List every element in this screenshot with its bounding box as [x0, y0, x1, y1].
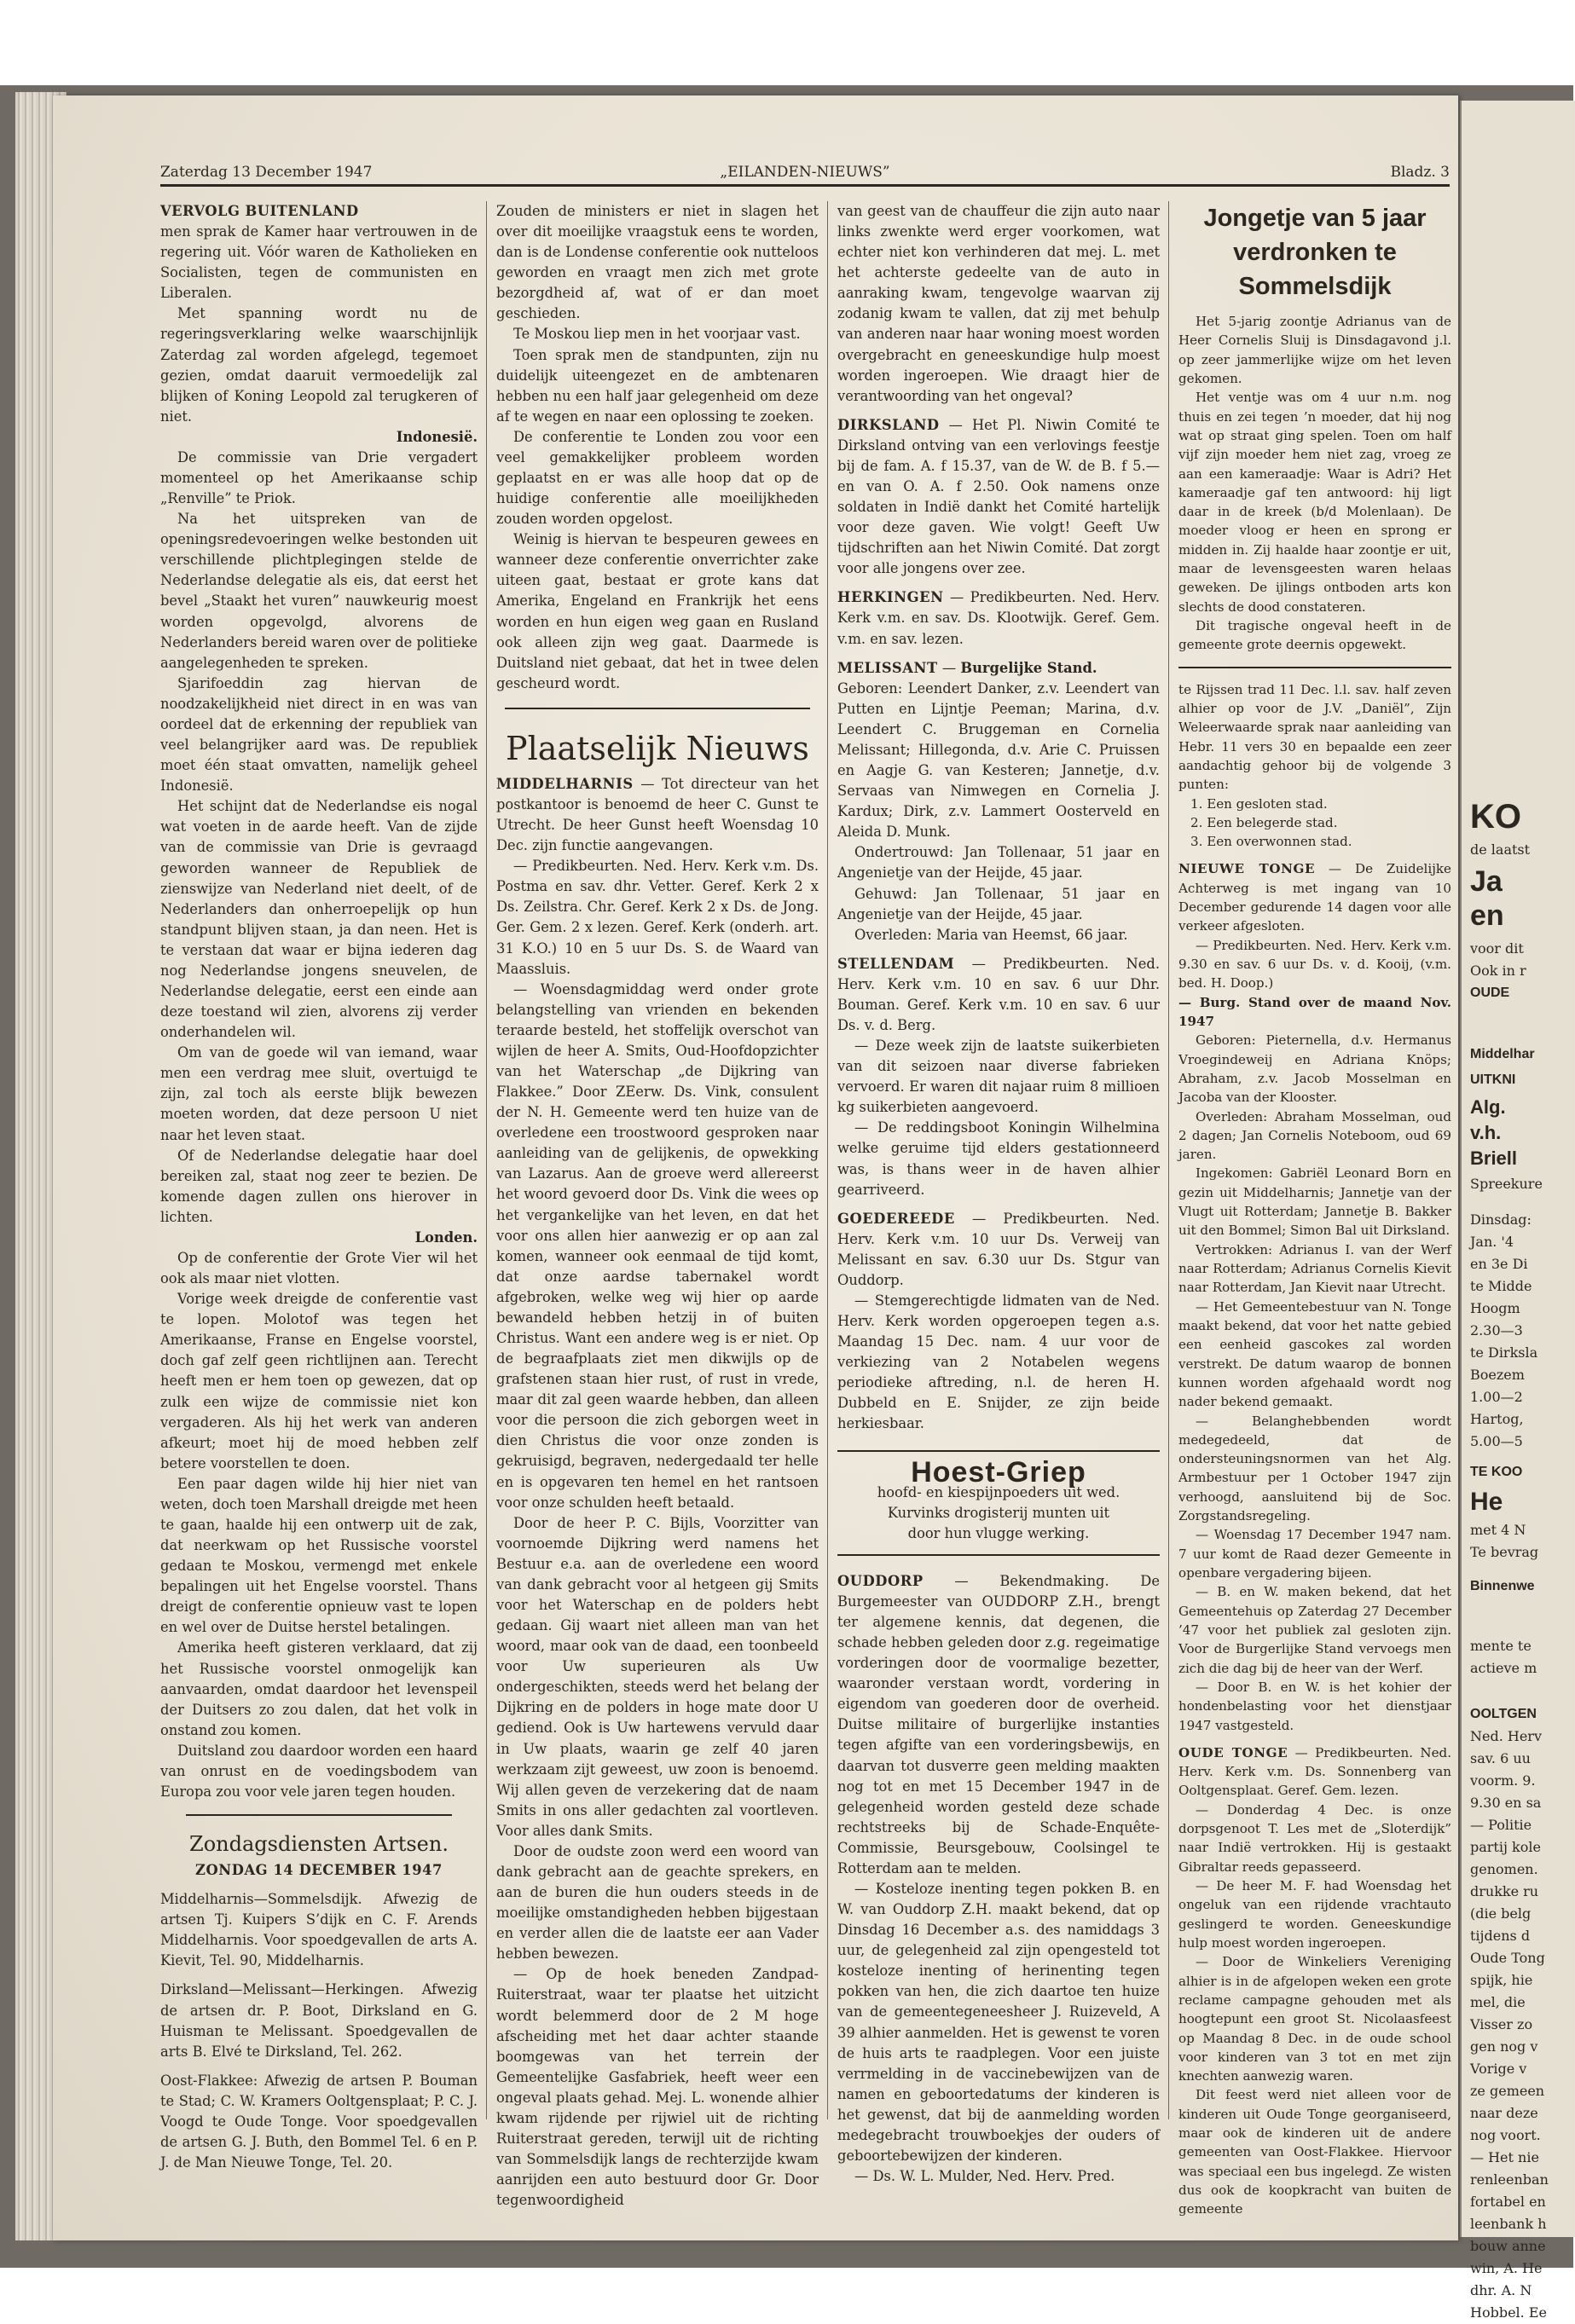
paragraph: Predikbeurten. Ned. Herv. Kerk v.m. Ds. Sonnenberg van Ooltgensplaat. Geref. Gem. lezen.	[1178, 1744, 1451, 1799]
fragment-text: te Midde	[1470, 1278, 1532, 1294]
fragment-text: — Politie	[1470, 1817, 1532, 1833]
fragment-text: met 4 N	[1470, 1522, 1526, 1538]
paragraph: De Zuidelijke Achterweg is met ingang van 10 December gedurende 14 dagen voor alle verkeer afgesloten.	[1178, 861, 1451, 934]
fragment-text: renleenban	[1470, 2171, 1549, 2188]
paragraph: De commissie van Drie vergadert momenteel op het Amerikaanse schip „Renville” te Priok.	[160, 448, 478, 507]
paragraph: — Deze week zijn de laatste suikerbieten van dit seizoen naar diverse fabrieken vervoerd. Er waren dit najaar ruim 8 millioen kg suikerbieten aangevoerd.	[837, 1038, 1160, 1116]
fragment-text: dhr. A. N	[1470, 2282, 1532, 2298]
fragment-text: v.h.	[1470, 1122, 1502, 1143]
place-heading: MELISSANT	[837, 659, 938, 676]
fragment-text: voorm. 9.	[1470, 1772, 1536, 1789]
paragraph: te Rijssen trad 11 Dec. l.l. sav. half zeven alhier op voor de J.V. „Daniël”, Zijn Weleerwaarde sprak naar aanleiding van Hebr. 11 vers 30 en bepaalde een zeer aandachtig gehoor bij de volgende 3 punten:	[1178, 681, 1451, 793]
paragraph: — Belanghebbenden wordt medegedeeld, dat de ondersteuningsnormen van het Alg. Armbestuur per 1 October 1947 zijn verhoogd, aansluitend bij de Soc. Zorgstandsregeling.	[1178, 1413, 1451, 1524]
paragraph: Vertrokken: Adrianus I. van der Werf naar Rotterdam; Adrianus Cornelis Kievit naar Rotterdam, Jan Kievit naar Utrecht.	[1178, 1241, 1451, 1296]
paragraph: Predikbeurten. Ned. Herv. Kerk v.m. 10 en sav. 6 uur Dhr. Bouman. Geref. Kerk v.m. 10 en sav. 6 uur Ds. v. d. Berg.	[837, 955, 1160, 1033]
paragraph: Dit feest werd niet alleen voor de kinderen uit Oude Tonge georganiseerd, maar ook de kinderen uit de andere gemeenten van Oost-Flakkee. Hiervoor was speciaal een bus ingelegd. Ze wisten dus ook de koopkracht van buiten de gemeente	[1178, 2087, 1451, 2217]
paragraph: Geboren: Leendert Danker, z.v. Leendert van Putten en Lijntje Peeman; Marina, d.v. Leendert C. Bruggeman en Cornelia Melissant; Hillegonda, d.v. Arie C. Pruissen en Aagje G. van Kesteren; Jannetje, d.v. Servaas van Nimwegen en Cornelia J. Kardux; Dirk, z.v. Lammert Oosterveld en Aleida D. Munk.	[837, 679, 1160, 841]
place-heading: MIDDELHARNIS	[496, 775, 634, 792]
paragraph: Toen sprak men de standpunten, zijn nu duidelijk uiteengezet en de ambtenaren hebben nu een half jaar gelegenheid om deze af te wegen en naar een oplossing te zoeken.	[496, 346, 819, 425]
paragraph: Predikbeurten. Ned. Herv. Kerk v.m. en sav. Ds. Klootwijk. Geref. Gem. v.m. en sav. lezen.	[837, 589, 1160, 647]
fragment-text: Hartog,	[1470, 1411, 1524, 1427]
fragment-text: OOLTGEN	[1470, 1707, 1537, 1721]
fragment-text: Jan. '4	[1470, 1234, 1514, 1250]
paragraph: Dirksland—Melissant—Herkingen. Afwezig de artsen dr. P. Boot, Dirksland en G. Huisman te Melissant. Spoedgevallen de arts B. Elvé te Dirksland, Tel. 262.	[160, 1981, 478, 2060]
fragment-text: sav. 6 uu	[1470, 1750, 1531, 1766]
fragment-text: Ned. Herv	[1470, 1728, 1542, 1744]
paragraph: De conferentie te Londen zou voor een veel gemakkelijker probleem worden geplaatst en er was alle hoop dat op de huidige conferentie alle moeilijkheden zouden worden opgelost.	[496, 428, 819, 528]
list-item: 2. Een belegerde stad.	[1190, 814, 1338, 830]
fragment-text: win, A. He	[1470, 2260, 1543, 2276]
paragraph: Weinig is hiervan te bespeuren gewees en wanneer deze conferentie onverrichter zake uiteen gaat, bestaat er grote kans dat Amerika, Engeland en Frankrijk het eens worden en hun eigen weg gaan en Rusland ook alleen zijn weg gaat. Daarmede is Duitsland niet gebaat, dat het in twee delen gescheurd wordt.	[496, 531, 819, 691]
header-paper-name: „EILANDEN-NIEUWS”	[720, 164, 890, 181]
place-heading: OUDE TONGE	[1178, 1744, 1288, 1760]
sub-heading: Indonesië.	[396, 428, 478, 445]
paragraph: — Het Gemeentebestuur van N. Tonge maakt bekend, dat voor het natte gebied een eenheid gascokes zal worden verstrekt. De datum waarop de bonnen kunnen worden afgehaald wordt nog nader bekend gemaakt.	[1178, 1298, 1451, 1410]
paragraph: — De reddingsboot Koningin Wilhelmina welke geruime tijd elders gestationneerd was, is thans weer in de haven alhier gearriveerd.	[837, 1119, 1160, 1198]
paragraph: — Woensdag 17 December 1947 nam. 7 uur komt de Raad dezer Gemeente in openbare vergadering bijeen.	[1178, 1527, 1451, 1581]
artsen-date: ZONDAG 14 DECEMBER 1947	[194, 1862, 443, 1879]
advertisement-hoest-griep	[837, 1450, 1160, 1556]
fragment-text: — Het nie	[1470, 2149, 1539, 2165]
paragraph: Door de heer P. C. Bijls, Voorzitter van voornoemde Dijkring werd namens het Bestuur e.a. aan de overledene een woord van dank gebracht voor al hetgeen gij Smits voor het Waterschap en de polders hebt gedaan. Gij waart niet alleen man van het woord, maar ook van de daad, een toonbeeld voor Uw superieuren als Uw ondergeschikten, steeds werd het belang der Dijkring en de polders in hoge mate door U gediend. Ook is Uw hartewens vervuld daar in Uw plaats, waarin ge zelf 40 jaren werkzaam zijt geweest, uw zoon is benoemd. Wij allen geven de verzekering dat de naam Smits in ons aller gedachten zal voortleven. Voor alles dank Smits.	[496, 1514, 819, 1839]
fragment-text: Hobbel. Ee	[1470, 2304, 1547, 2321]
advertisement-title: Hoest-Griep	[911, 1455, 1086, 1489]
paragraph: Oost-Flakkee: Afwezig de artsen P. Bouman te Stad; C. W. Kramers Ooltgensplaat; P. C. J. Voogd te Oude Tonge. Voor spoedgevallen de artsen G. J. Buth, den Bommel Tel. 6 en P. J. de Man Nieuwe Tonge, Tel. 20.	[160, 2072, 478, 2171]
paragraph: — Kosteloze inenting tegen pokken B. en W. van Ouddorp Z.H. maakt bekend, dat op Dinsdag 16 December a.s. des namiddags 3 uur, de gelegenheid zal zijn opengesteld tot kosteloze inenting of herinenting tegen pokken van hen, die zich daartoe ten huize van de gemeentegeneesheer J. Ruizeveld, A 39 alhier aanmelden. Het is gewenst te voren de huis arts te raadplegen. Voor een juiste verrmelding in de vaccinebewijzen van de namen en geboortedatums der kinderen is het gewenst, dat bij de aanmelding worden medegebracht trouwboekjes der ouders of geboortebewijzen der kinderen.	[837, 1881, 1160, 2165]
paragraph: Door de oudste zoon werd een woord van dank gebracht aan de geachte sprekers, en aan de buren die hun ouders steeds in de moeilijke omstandigheden hebben bijgestaan en verder allen die de laatste eer aan Vader hebben bewezen.	[496, 1842, 819, 1963]
fragment-text: drukke ru	[1470, 1883, 1539, 1899]
divider	[1178, 667, 1451, 668]
column-3: van geest van de chauffeur die zijn auto naar links zwenkte werd erger voorkomen, wat echter niet kon verhinderen dat mej. L. met het achterste gedeelte van de auto in aanraking kwam, tengevolge waarvan zij zodanig kwam te vallen, dat zij met behulp van anderen naar haar woning moest worden overgebracht en geneeskundige hulp moest worden ingeroepen. Wie draagt hier de verantwoording van het ongeval? DIRKSLAND — Het Pl. Niwin Comité te Dirksland ontving van een verlovings feestje bij de fam. A. f 15.37, van de W. de B. f 5.— en van O. A. f 2.50. Ook namens onze soldaten in Indië dankt het Comité hartelijk voor deze gaven. Wie volgt! Geeft Uw tijdschriften aan het Niwin Comité. Dat zorgt voor alle jongens over zee. HERKINGEN — Predikbeurten. Ned. Herv. Kerk v.m. en sav. Ds. Klootwijk. Geref. Gem. v.m. en sav. lezen. MELISSANT — Burgelijke Stand. Geboren: Leendert Danker, z.v. Leendert van Putten en Lijntje Peeman; Marina, d.v. Leendert C. Bruggeman en Cornelia Melissant; Hillegonda, d.v. Arie C. Pruissen en Aagje G. van Kesteren; Jannetje, d.v. Servaas van Nimwegen en Cornelia J. Kardux; Dirk, z.v. Lammert Oosterveld en Aleida D. Munk. Ondertrouwd: Jan Tollenaar, 51 jaar en Angenietje van der Heijde, 45 jaar. Gehuwd: Jan Tollenaar, 51 jaar en Angenietje van der Heijde, 45 jaar. Overleden: Maria van Heemst, 66 jaar. STELLENDAM — Predikbeurten. Ned. Herv. Kerk v.m. 10 en sav. 6 uur Dhr. Bouman. Geref. Kerk v.m. 10 en sav. 6 uur Ds. v. d. Berg. — Deze week zijn de laatste suikerbieten van dit seizoen naar diverse fabrieken vervoerd. Er waren dit najaar ruim 8 millioen kg suikerbieten aangevoerd. — De reddingsboot Koningin Wilhelmina welke geruime tijd elders gestationneerd was, is thans weer in de haven alhier gearriveerd. GOEDEREEDE — Predikbeurten. Ned. Herv. Kerk v.m. 10 uur Ds. Verweij van Melissant en sav. 6.30 uur Ds. Stgur van Ouddorp. — Stemgerechtigde lidmaten van de Ned. Herv. Kerk worden opgeroepen tegen a.s. Maandag 15 Dec. nam. 4 uur voor de verkiezing van 2 Notabelen wegens periodieke aftreding, n.l. de heren H. Dubbeld en E. Snijder, ze zijn beide herkiesbaar. Hoest-Griep hoofd- en kiespijnpoeders uit wed. Kurvinks drogisterij munten uit door hun vlugge werking. OUDDORP — Bekendmaking. De Burgemeester van OUDDORP Z.H., brengt ter algemene kennis, dat degenen, die schade hebben geleden door z.g. regeimatige vorderingen door de voormalige bezetter, waaronder verstaan wordt, vordering in eigendom van goederen door de overheid. Duitse militaire of burgerlijke instanties tegen afgifte van een vorderingsbewijs, en daarvan tot dusverre geen melding maakten nog tot en met 15 December 1947 in de gelegenheid worden gesteld deze schade rechtstreeks bij de Schade-Enquête-Commissie, Beursgebouw, Coolsingel te Rotterdam aan te melden. — Kosteloze inenting tegen pokken B. en W. van Ouddorp Z.H. maakt bekend, dat op Dinsdag 16 December a.s. des namiddags 3 uur, de gelegenheid zal zijn opengesteld tot kosteloze inenting of herinenting tegen pokken van hen, die zich daartoe ten huize van de gemeentegeneesheer J. Ruizeveld, A 39 alhier aanmelden. Het is gewenst te voren de huis arts te raadplegen. Voor een juiste verrmelding in de vaccinebewijzen van de namen en geboortedatums der kinderen is het gewenst, dat bij de aanmelding worden medegebracht trouwboekjes der ouders of geboortebewijzen der kinderen. — Ds. W. L. Mulder, Ned. Herv. Pred.	[837, 201, 1160, 2187]
sub-heading: Londen.	[414, 1228, 478, 1246]
paragraph: Middelharnis—Sommelsdijk. Afwezig de artsen Tj. Kuipers S’dijk en C. F. Arends Middelharnis. Voor spoedgevallen de arts A. Kievit, Tel. 90, Middelharnis.	[160, 1891, 478, 1969]
paragraph: Om van de goede wil van iemand, waar men een verdrag mee sluit, overtuigd te zijn, zal toch als eerste blijk bewezen moeten worden, dat deze persoon U niet naar het leven staat.	[160, 1044, 478, 1143]
header-rule	[160, 184, 1450, 187]
fragment-text: en	[1470, 899, 1504, 932]
place-heading: DIRKSLAND	[837, 416, 940, 433]
fragment-text: Hoogm	[1470, 1300, 1520, 1316]
fragment-text: mel, die	[1470, 1994, 1526, 2010]
fragment-text: 1.00—2	[1470, 1389, 1523, 1405]
paragraph: Het schijnt dat de Nederlandse eis nogal wat voeten in de aarde heeft. Van de zijde van de commissie van Drie is gevraagd geworden wanneer de Republiek de zienswijze van Nederland niet deelt, of de Nederlanders dan onherroepelijk op hun standpunt blijven staan, ja dan neen. Het is te verstaan dat waar er bijna iederen dag nog Nederlandse jongens sneuvelen, de Nederlandse delegatie, eerst een einde aan deze toestand wil zien, alvorens zij verder onderhandelen wil.	[160, 798, 478, 1041]
paragraph: — Woensdagmiddag werd onder grote belangstelling van vrienden en bekenden teraarde besteld, het stoffelijk overschot van wijlen de heer A. Smits, Oud-Hoofdopzichter van het Waterschap „de Dijkring van Flakkee.” Door ZEerw. Ds. Vink, consulent der N. H. Gemeente werd ten huize van de overledene een troostwoord gesproken naar aanleiding van de gelijkenis, de opwekking van Lazarus. Aan de groeve werd allereerst het woord gevoerd door Ds. Vink die wees op het vergankelijke van het leven, en dat het voor ons allen hier aanwezig er op aan zal komen, wanneer ook eenmaal de tijd komt, dat onze aardse tabernakel wordt afgebroken, welke weg wij hier op aarde bewandeld hebben hetzij in of buiten Christus. Want een andere weg is er niet. Op de begraafplaats ziet men dikwijls op de grafstenen staan hier rust, of rust in vrede, maar dit zal geen waarde hebben, dan alleen voor die persoon die zich geborgen weet in dien Christus die voor onze zonden is gekruisigd, begraven, nedergedaald ter helle en is opgevaren ten hemel en het rantsoen voor onze schulden heeft betaald.	[496, 980, 819, 1511]
paragraph: Zouden de ministers er niet in slagen het over dit moeilijke vraagstuk eens te worden, dan is de Londense conferentie ook nutteloos geworden en vraagt men zich met grote bezorgdheid af, wat of er dan moet geschieden.	[496, 203, 819, 322]
fragment-text: Briell	[1470, 1148, 1518, 1169]
column-divider	[1168, 201, 1169, 2119]
fragment-text: actieve m	[1470, 1660, 1537, 1676]
fragment-text: mente te	[1470, 1638, 1532, 1654]
paragraph: Ingekomen: Gabriël Leonard Born en gezin uit Middelharnis; Jannetje van der Vlugt uit Rotterdam; Jannetje B. Bakker uit den Bommel; Simon Bal uit Dirksland.	[1178, 1165, 1451, 1239]
paragraph: Ondertrouwd: Jan Tollenaar, 51 jaar en Angenietje van der Heijde, 45 jaar.	[837, 844, 1160, 882]
fragment-text: Alg.	[1470, 1096, 1506, 1118]
paragraph: Predikbeurten. Ned. Herv. Kerk v.m. 10 uur Ds. Verweij van Melissant en sav. 6.30 uur Ds. Stgur van Ouddorp.	[837, 1210, 1160, 1288]
fragment-text: Middelhar	[1470, 1047, 1535, 1061]
paragraph: Het ventje was om 4 uur n.m. nog thuis en zei tegen ’n moeder, dat hij nog wat op straat ging spelen. Toen om half vijf zijn moeder hem niet zag, vroeg ze aan een kameraadje: Waar is Adri? Het kameraadje gaf ten antwoord: hij ligt daar in de kreek (b/d Molenlaan). De moeder vloog er heen en sprong er midden in. Zij haalde haar zoontje er uit, maar de levensgeesten waren helaas geweken. De ijlings ontboden arts kon slechts de dood constateren.	[1178, 390, 1451, 615]
fragment-text: Vorige v	[1470, 2061, 1527, 2077]
fragment-text: He	[1470, 1488, 1503, 1516]
paragraph: — Stemgerechtigde lidmaten van de Ned. Herv. Kerk worden opgeroepen tegen a.s. Maandag 15 Dec. nam. 4 uur voor de verkiezing van 2 Notabelen wegens periodieke aftreding, n.l. de heren H. Dubbeld en E. Snijder, ze zijn beide herkiesbaar.	[837, 1292, 1160, 1432]
fragment-text: spijk, hie	[1470, 1972, 1533, 1988]
paragraph: Een paar dagen wilde hij hier niet van weten, doch toen Marshall dreigde met heen te gaan, haalde hij een ontwerp uit de zak, dat neerkwam op het Russische voorstel gedaan te Moskou, vermengd met enkele bepalingen uit het Engelse voorstel. Thans dreigt de conferentie opnieuw vast te lopen en wel over de Duitse herstel betalingen.	[160, 1475, 478, 1636]
place-heading: NIEUWE TONGE	[1178, 861, 1316, 877]
plaatselijk-nieuws-title: Plaatselijk Nieuws	[506, 729, 809, 767]
paragraph: — Predikbeurten. Ned. Herv. Kerk v.m. 9.30 en sav. 6 uur Ds. v. d. Kooij, (v.m. bed. H. Doop.)	[1178, 937, 1451, 991]
fragment-text: TE KOO	[1470, 1465, 1523, 1479]
paragraph: Op de conferentie der Grote Vier wil het ook als maar niet vlotten.	[160, 1249, 478, 1287]
column-4: Jongetje van 5 jaar verdronken te Sommelsdijk Het 5-jarig zoontje Adrianus van de Heer Cornelis Sluij is Dinsdagavond j.l. op zeer jammerlijke wijze om het leven gekomen. Het ventje was om 4 uur n.m. nog thuis en zei tegen ’n moeder, dat hij nog wat op straat ging spelen. Toen om half vijf zijn moeder hem niet zag, vroeg ze aan een kameraadje: Waar is Adri? Het kameraadje gaf ten antwoord: hij ligt daar in de kreek (b/d Molenlaan). De moeder vloog er heen en sprong er midden in. Zij haalde haar zoontje er uit, maar de levensgeesten waren helaas geweken. De ijlings ontboden arts kon slechts de dood constateren. Dit tragische ongeval heeft in de gemeente grote deernis opgewekt. te Rijssen trad 11 Dec. l.l. sav. half zeven alhier op voor de J.V. „Daniël”, Zijn Weleerwaarde sprak naar aanleiding van Hebr. 11 vers 30 en bepaalde een zeer aandachtig gehoor bij de volgende 3 punten: 1. Een gesloten stad. 2. Een belegerde stad. 3. Een overwonnen stad. NIEUWE TONGE — De Zuidelijke Achterweg is met ingang van 10 December gedurende 14 dagen voor alle verkeer afgesloten. — Predikbeurten. Ned. Herv. Kerk v.m. 9.30 en sav. 6 uur Ds. v. d. Kooij, (v.m. bed. H. Doop.) — Burg. Stand over de maand Nov. 1947 Geboren: Pieternella, d.v. Hermanus Vroegindeweij en Adriana Knöps; Abraham, z.v. Jacob Mosselman en Jacoba van der Klooster. Overleden: Abraham Mosselman, oud 2 dagen; Jan Cornelis Noteboom, oud 69 jaren. Ingekomen: Gabriël Leonard Born en gezin uit Middelharnis; Jannetje van der Vlugt uit Rotterdam; Jannetje B. Bakker uit den Bommel; Simon Bal uit Dirksland. Vertrokken: Adrianus I. van der Werf naar Rotterdam; Adrianus Cornelis Kievit naar Rotterdam, Jan Kievit naar Utrecht. — Het Gemeentebestuur van N. Tonge maakt bekend, dat voor het natte gebied een eenheid gascokes zal worden verstrekt. De datum waarop de bonnen kunnen worden afgehaald wordt nog nader bekend gemaakt. — Belanghebbenden wordt medegedeeld, dat de ondersteuningsnormen van het Alg. Armbestuur per 1 October 1947 zijn verhoogd, aansluitend bij de Soc. Zorgstandsregeling. — Woensdag 17 December 1947 nam. 7 uur komt de Raad dezer Gemeente in openbare vergadering bijeen. — B. en W. maken bekend, dat het Gemeentehuis op Zaterdag 27 December ’47 voor het publiek zal gesloten zijn. Voor de Burgerlijke Stand vervoegs men zich die dag bij de heer van der Werf. — Door B. en W. is het kohier der hondenbelasting voor het dienstjaar 1947 vastgesteld. OUDE TONGE — Predikbeurten. Ned. Herv. Kerk v.m. Ds. Sonnenberg van Ooltgensplaat. Geref. Gem. lezen. — Donderdag 4 Dec. is onze dorpsgenoot T. Les met de „Sloterdijk” naar Indië vertrokken. Hij is gestaakt Gibraltar reeds gepasseerd. — De heer M. F. had Woensdag het ongeluk van een rijdende vrachtauto geslingerd te worden. Geneeskundige hulp moest worden ingeroepen. — Door de Winkeliers Vereniging alhier is in de afgelopen weken een grote reclame campagne gehouden met als hoogtepunt een groot St. Nicolaasfeest op Maandag 8 Dec. in de oude school voor kinderen van 3 tot en met zijn knechten aanwezig waren. Dit feest werd niet alleen voor de kinderen uit Oude Tonge georganiseerd, maar ook de kinderen uit de andere gemeenten van Oost-Flakkee. Hiervoor was speciaal een bus ingelegd. Ze wisten dus ook de koopkracht van buiten de gemeente	[1178, 201, 1451, 2219]
paragraph: — Predikbeurten. Ned. Herv. Kerk v.m. Ds. Postma en sav. dhr. Vetter. Geref. Kerk 2 x Ds. Zeilstra. Chr. Geref. Kerk 2 x Ds. de Jong. Ger. Gem. 2 x lezen. Geref. Kerk (onderh. art. 31 K.O.) 10 en 5 uur Ds. S. de Waard van Maassluis.	[496, 858, 819, 977]
paragraph: Geboren: Pieternella, d.v. Hermanus Vroegindeweij en Adriana Knöps; Abraham, z.v. Jacob Mosselman en Jacoba van der Klooster.	[1178, 1032, 1451, 1106]
adjacent-page-fragment	[1460, 101, 1575, 2321]
fragment-text: fortabel en	[1470, 2194, 1546, 2210]
fragment-text: Ook in r	[1470, 963, 1526, 979]
fragment-text: (die belg	[1470, 1905, 1532, 1922]
column-divider	[486, 201, 487, 2119]
fragment-text: 2.30—3	[1470, 1322, 1523, 1338]
fragment-text: Te bevrag	[1470, 1544, 1539, 1560]
artsen-title: Zondagsdiensten Artsen.	[189, 1832, 449, 1857]
place-heading: STELLENDAM	[837, 955, 955, 972]
fragment-text: te Dirksla	[1470, 1344, 1538, 1361]
fragment-text: naar deze	[1470, 2105, 1538, 2121]
fragment-text: Spreekure	[1470, 1176, 1543, 1192]
paragraph: Na het uitspreken van de openingsredevoeringen welke bestonden uit verschillende plichtplegingen stelde de Nederlandse delegatie als eis, dat eerst het bevel „Staakt het vuren” nauwkeurig moest worden opgevolgd, alvorens de Nederlanders bereid waren over de politieke aangelegenheden te spreken.	[160, 511, 478, 671]
fragment-text: tijdens d	[1470, 1928, 1531, 1944]
paragraph: Het Pl. Niwin Comité te Dirksland ontving van een verlovings feestje bij de fam. A. f 15.37, van de W. de B. f 5.— en van O. A. f 2.50. Ook namens onze soldaten in Indië dankt het Comité hartelijk voor deze gaven. Wie volgt! Geeft Uw tijdschriften aan het Niwin Comité. Dat zorgt voor alle jongens over zee.	[837, 416, 1160, 577]
place-heading: GOEDEREEDE	[837, 1210, 955, 1227]
divider	[186, 1814, 452, 1816]
header-date: Zaterdag 13 December 1947	[160, 164, 373, 181]
section-heading: VERVOLG BUITENLAND	[160, 203, 359, 219]
fragment-text: Boezem	[1470, 1367, 1525, 1383]
paragraph: — De heer M. F. had Woensdag het ongeluk van een rijdende vrachtauto geslingerd te worden. Geneeskundige hulp moest worden ingeroepen.	[1178, 1878, 1451, 1951]
fragment-text: ze gemeen	[1470, 2083, 1545, 2099]
fragment-text: voor dit	[1470, 940, 1524, 957]
paragraph: Met spanning wordt nu de regeringsverklaring welke waarschijnlijk Zaterdag zal worden afgelegd, tegemoet gezien, omdat daaruit vermoedelijk zal blijken of Koning Leopold zal terugkeren of niet.	[160, 305, 478, 425]
fragment-text: gen nog v	[1470, 2038, 1538, 2055]
column-divider	[827, 201, 828, 2119]
paragraph: — Door B. en W. is het kohier der hondenbelasting voor het dienstjaar 1947 vastgesteld.	[1178, 1679, 1451, 1733]
fragment-text: OUDE	[1470, 986, 1510, 1000]
list-item: 1. Een gesloten stad.	[1190, 795, 1328, 812]
paragraph: Gehuwd: Jan Tollenaar, 51 jaar en Angenietje van der Heijde, 45 jaar.	[837, 885, 1160, 922]
paragraph: Overleden: Maria van Heemst, 66 jaar.	[854, 926, 1128, 943]
fragment-text: partij kole	[1470, 1839, 1541, 1855]
paragraph: — Op de hoek beneden Zandpad-Ruiterstraat, waar ter plaatse het uitzicht wordt belemmerd door de 2 M hoge afscheiding met het daar achter staande boomgewas van het terrein der Gemeentelijke Gasfabriek, heeft weer een ongeval plaats gehad. Mej. L. wonende alhier kwam rijdende per rijwiel uit de richting Ruiterstraat gereden, terwijl uit de richting van Sommelsdijk langs de rechterzijde kwam aanrijden een auto bestuurd door Gr. Door tegenwoordigheid	[496, 1966, 819, 2209]
paragraph: Of de Nederlandse delegatie haar doel bereiken zal, staat nog zeer te bezien. De komende dagen zullen ons hierover in lichten.	[160, 1147, 478, 1225]
paragraph: Tot directeur van het postkantoor is benoemd de heer C. Gunst te Utrecht. De heer Gunst heeft Woensdag 10 Dec. zijn functie aangevangen.	[496, 775, 819, 854]
header-page-number: Bladz. 3	[1390, 164, 1450, 181]
paragraph: Amerika heeft gisteren verklaard, dat zij het Russische voorstel onmogelijk kan aanvaarden, omdat daardoor het levenspeil der Duitsers zo zou dalen, dat het volk in onstand zou komen.	[160, 1639, 478, 1738]
fragment-text: Dinsdag:	[1470, 1211, 1532, 1228]
fragment-text: UITKNI	[1470, 1072, 1516, 1087]
fragment-text: bouw anne	[1470, 2238, 1546, 2254]
paragraph: — B. en W. maken bekend, dat het Gemeentehuis op Zaterdag 27 December ’47 voor het publiek zal gesloten zijn. Voor de Burgerlijke Stand vervoegs men zich die dag bij de heer van der Werf.	[1178, 1584, 1451, 1676]
sub-heading: — Burg. Stand over de maand Nov. 1947	[1178, 994, 1451, 1029]
column-1	[160, 201, 478, 2173]
place-heading: OUDDORP	[837, 1572, 924, 1589]
fragment-text: Oude Tong	[1470, 1950, 1545, 1966]
paragraph: — Donderdag 4 Dec. is onze dorpsgenoot T. Les met de „Sloterdijk” naar Indië vertrokken. Hij is gestaakt Gibraltar reeds gepasseerd.	[1178, 1801, 1451, 1875]
fragment-text: en 3e Di	[1470, 1256, 1528, 1272]
paragraph: Duitsland zou daardoor worden een haard van onrust en de voedingsbodem van Europa zou voor vele jaren tegen houden.	[160, 1742, 478, 1801]
fragment-text: Visser zo	[1470, 2016, 1533, 2032]
sub-heading: Burgelijke Stand.	[960, 659, 1097, 676]
fragment-text: de laatst	[1470, 841, 1531, 858]
fragment-text: genomen.	[1470, 1861, 1538, 1877]
paragraph: men sprak de Kamer haar vertrouwen in de regering uit. Vóór waren de Katholieken en Socialisten, tegen de communisten en Liberalen.	[160, 223, 478, 302]
paragraph: Het 5-jarig zoontje Adrianus van de Heer Cornelis Sluij is Dinsdagavond j.l. op zeer jammerlijke wijze om het leven gekomen.	[1178, 314, 1451, 386]
advertisement-text: hoofd- en kiespijnpoeders uit wed. Kurvinks drogisterij munten uit door hun vlugge werking.	[877, 1483, 1120, 1541]
article-headline: Jongetje van 5 jaar verdronken te Sommelsdijk	[1203, 205, 1427, 300]
paragraph: Vorige week dreigde de conferentie vast te lopen. Molotof was tegen het Amerikaanse, Franse en Engelse voorstel, doch gaf zelf geen richtlijnen aan. Terecht heeft men er hem toen op gewezen, dat op zulk een wijze de commissie niet kon vergaderen. Als hij het werk van anderen afkeurt; moet hij de moed hebben zelf betere voorstellen te doen.	[160, 1291, 478, 1471]
paragraph: Bekendmaking. De Burgemeester van OUDDORP Z.H., brengt ter algemene kennis, dat degenen, die schade hebben geleden door z.g. regeimatige vorderingen door de voormalige bezetter, waaronder verstaan wordt, vordering in eigendom van goederen door de overheid. Duitse militaire of burgerlijke instanties tegen afgifte van een vorderingsbewijs, en daarvan tot dusverre geen melding maakten nog tot en met 15 December 1947 in de gelegenheid worden gesteld deze schade rechtstreeks bij de Schade-Enquête-Commissie, Beursgebouw, Coolsingel te Rotterdam aan te melden.	[837, 1572, 1160, 1876]
fragment-text: Binnenwe	[1470, 1579, 1535, 1593]
place-heading: HERKINGEN	[837, 589, 944, 606]
page-header	[160, 164, 1450, 186]
column-2: Zouden de ministers er niet in slagen het over dit moeilijke vraagstuk eens te worden, dan is de Londense conferentie ook nutteloos geworden en vraagt men zich met grote bezorgdheid af, wat of er dan moet geschieden. Te Moskou liep men in het voorjaar vast. Toen sprak men de standpunten, zijn nu duidelijk uiteengezet en de ambtenaren hebben nu een half jaar gelegenheid om deze af te wegen en naar een oplossing te zoeken. De conferentie te Londen zou voor een veel gemakkelijker probleem worden geplaatst en er was alle hoop dat op de huidige conferentie alle moeilijkheden zouden worden opgelost. Weinig is hiervan te bespeuren gewees en wanneer deze conferentie onverrichter zake uiteen gaat, bestaat er grote kans dat Amerika, Engeland en Frankrijk het eens worden en hun eigen weg gaan en Rusland ook alleen zijn weg gaat. Daarmede is Duitsland niet gebaat, dat het in twee delen gescheurd wordt. Plaatselijk Nieuws MIDDELHARNIS — Tot directeur van het postkantoor is benoemd de heer C. Gunst te Utrecht. De heer Gunst heeft Woensdag 10 Dec. zijn functie aangevangen. — Predikbeurten. Ned. Herv. Kerk v.m. Ds. Postma en sav. dhr. Vetter. Geref. Kerk 2 x Ds. Zeilstra. Chr. Geref. Kerk 2 x Ds. de Jong. Ger. Gem. 2 x lezen. Geref. Kerk (onderh. art. 31 K.O.) 10 en 5 uur Ds. S. de Waard van Maassluis. — Woensdagmiddag werd onder grote belangstelling van vrienden en bekenden teraarde besteld, het stoffelijk overschot van wijlen de heer A. Smits, Oud-Hoofdopzichter van het Waterschap „de Dijkring van Flakkee.” Door ZEerw. Ds. Vink, consulent der N. H. Gemeente werd ten huize van de overledene een troostwoord gesproken naar aanleiding van de gelijkenis, de opwekking van Lazarus. Aan de groeve werd allereerst het woord gevoerd door Ds. Vink die wees op het vergankelijke van het leven, en dat het voor ons allen hier aanwezig er op aan zal komen, wanneer ook eenmaal de tijd komt, dat onze aardse tabernakel wordt afgebroken, welke weg wij hier op aarde bewandeld hebben hetzij in of buiten Christus. Want een andere weg is er niet. Op de begraafplaats ziet men dikwijls op de grafstenen staan hier rust, of rust in vrede, maar dit zal geen waarde hebben, dan alleen voor die persoon die zich geborgen weet in dien Christus die voor onze zonden is gekruisigd, begraven, nedergedaald ter helle en is opgevaren ten hemel en het rantsoen voor onze schulden heeft betaald. Door de heer P. C. Bijls, Voorzitter van voornoemde Dijkring werd namens het Bestuur e.a. aan de overledene een woord van dank gebracht voor al hetgeen gij Smits voor het Waterschap en de polders hebt gedaan. Gij waart niet alleen man van het woord, maar ook van de daad, een toonbeeld voor Uw superieuren als Uw ondergeschikten, steeds werd het belang der Dijkring en de polders in hoge mate door U gediend. Ook is Uw hartewens vervuld daar in Uw plaats, waarin ge zelf 40 jaren werkzaam zijt geweest, uw zoon is benoemd. Wij allen geven de verzekering dat de naam Smits in ons aller gedachten zal voortleven. Voor alles dank Smits. Door de oudste zoon werd een woord van dank gebracht aan de geachte sprekers, en aan de buren die hun ouders steeds in de moeilijke omstandigheden hebben bijgestaan en verder allen die de laatste eer aan Vader hebben bewezen. — Op de hoek beneden Zandpad-Ruiterstraat, waar ter plaatse het uitzicht wordt belemmerd door de 2 M hoge afscheiding met het daar achter staande boomgewas van het terrein der Gemeentelijke Gasfabriek, heeft weer een ongeval plaats gehad. Mej. L. wonende alhier kwam rijdende per rijwiel uit de richting Ruiterstraat gereden, terwijl uit de richting van Sommelsdijk langs de rechterzijde kwam aanrijden een auto bestuurd door Gr. Door tegenwoordigheid	[496, 201, 819, 2211]
paragraph: — Door de Winkeliers Vereniging alhier is in de afgelopen weken een grote reclame campagne gehouden met als hoogtepunt een groot St. Nicolaasfeest op Maandag 8 Dec. in de oude school voor kinderen van 3 tot en met zijn knechten aanwezig waren.	[1178, 1954, 1451, 2084]
fragment-text: Ja	[1470, 865, 1503, 898]
paragraph: Dit tragische ongeval heeft in de gemeente grote deernis opgewekt.	[1178, 618, 1451, 653]
fragment-text: 9.30 en sa	[1470, 1795, 1542, 1811]
paragraph: — Ds. W. L. Mulder, Ned. Herv. Pred.	[854, 2168, 1115, 2185]
fragment-text: nog voort.	[1470, 2127, 1541, 2143]
fragment-text: leenbank h	[1470, 2216, 1547, 2232]
list-item: 3. Een overwonnen stad.	[1190, 834, 1352, 850]
divider	[505, 708, 810, 709]
paragraph: Overleden: Abraham Mosselman, oud 2 dagen; Jan Cornelis Noteboom, oud 69 jaren.	[1178, 1108, 1451, 1163]
paragraph: van geest van de chauffeur die zijn auto naar links zwenkte werd erger voorkomen, wat echter niet kon verhinderen dat mej. L. met het achterste gedeelte van de auto in aanraking kwam, tengevolge waarvan zij zodanig kwam te vallen, dat zij met behulp van anderen naar haar woning moest worden overgebracht en geneeskundige hulp moest worden ingeroepen. Wie draagt hier de verantwoording van het ongeval?	[837, 203, 1160, 404]
fragment-text: 5.00—5	[1470, 1433, 1523, 1449]
fragment-text: KO	[1470, 798, 1521, 835]
paragraph: Sjarifoeddin zag hiervan de noodzakelijkheid niet direct in en was van oordeel dat de erkenning der republiek van veel belangrijker aard was. De republiek moet één staat omvatten, namelijk geheel Indonesië.	[160, 674, 478, 795]
paragraph: Te Moskou liep men in het voorjaar vast.	[513, 326, 801, 343]
